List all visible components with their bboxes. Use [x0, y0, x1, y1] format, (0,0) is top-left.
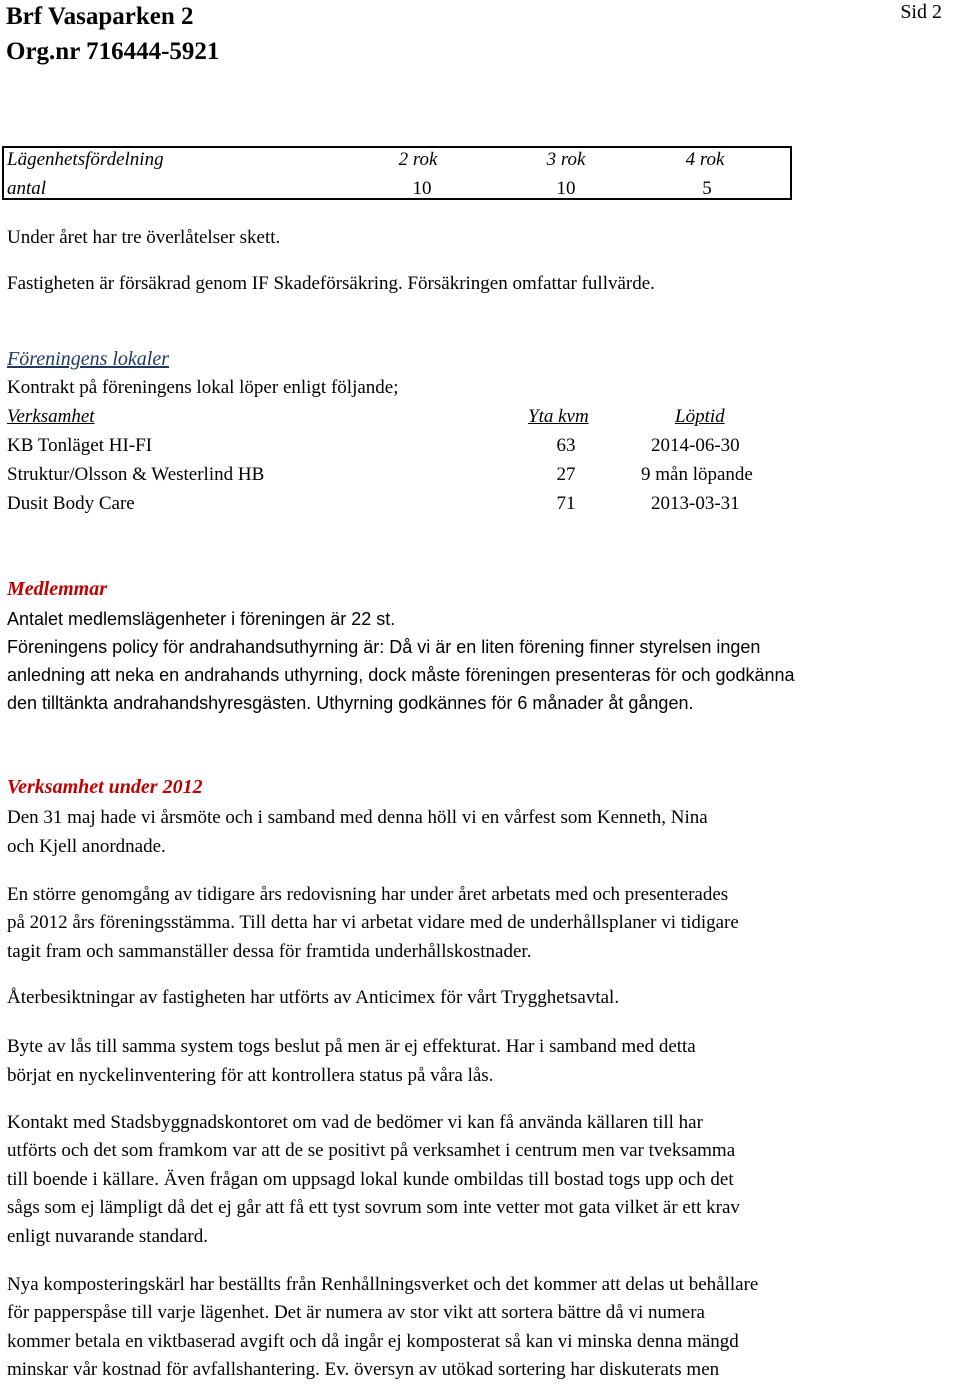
col-2rok-label: 2 rok [398, 149, 438, 170]
premises-row-area: 27 [556, 464, 576, 485]
col-3rok-label: 3 rok [546, 149, 586, 170]
activities-p5-line: utförts och det som framkom var att de se positivt på verksamhet i centrum men var tveksamma [7, 1140, 736, 1161]
count-4rok: 5 [702, 178, 712, 199]
members-heading: Medlemmar [7, 578, 107, 600]
transfers-text: Under året har tre överlåtelser skett. [7, 227, 281, 248]
premises-row-area: 63 [556, 435, 576, 456]
premises-row-term: 2014-06-30 [651, 435, 740, 456]
activities-heading: Verksamhet under 2012 [7, 776, 203, 798]
premises-intro: Kontrakt på föreningens lokal löper enligt följande; [7, 377, 399, 398]
activities-p2-line: tagit fram och sammanställer dessa för framtida underhållskostnader. [7, 941, 532, 962]
premises-row-area: 71 [556, 493, 576, 514]
activities-p2-line: på 2012 års föreningsstämma. Till detta har vi arbetat vidare med de underhållsplaner vi tidigare [7, 912, 739, 933]
members-line: anledning att neka en andrahands uthyrning, dock måste föreningen presenteras för och godkänna [7, 665, 795, 685]
org-number: Org.nr 716444-5921 [6, 38, 220, 65]
activities-p6-line: för papperspåse till varje lägenhet. Det är numera av stor vikt att sortera bättre då vi numera [7, 1302, 705, 1323]
activities-p1-line: Den 31 maj hade vi årsmöte och i samband med denna höll vi en vårfest som Kenneth, Nina [7, 807, 708, 828]
premises-row-term: 2013-03-31 [651, 493, 740, 514]
members-line: den tilltänkta andrahandshyresgästen. Uthyrning godkännes för 6 månader åt gången. [7, 693, 694, 713]
count-2rok: 10 [412, 178, 432, 199]
members-line: Föreningens policy för andrahandsuthyrning är: Då vi är en liten förening finner styrelsen ingen [7, 637, 761, 657]
association-name: Brf Vasaparken 2 [6, 3, 194, 30]
apartment-row-label: antal [7, 178, 47, 199]
activities-p5-line: sågs som ej lämpligt då det ej går att få ett tyst sovrum som inte vetter mot gata vilket är ett krav [7, 1197, 740, 1218]
col-4rok-label: 4 rok [685, 149, 725, 170]
activities-p4-line: börjat en nyckelinventering för att kontrollera status på våra lås. [7, 1065, 494, 1086]
count-3rok: 10 [556, 178, 576, 199]
premises-col-term: Löptid [675, 406, 725, 427]
apartment-table-title: Lägenhetsfördelning [7, 149, 164, 170]
activities-p6-line: Nya komposteringskärl har beställts från Renhållningsverket och det kommer att delas ut behållare [7, 1274, 759, 1295]
activities-p5-line: Kontakt med Stadsbyggnadskontoret om vad de bedömer vi kan få använda källaren till har [7, 1112, 703, 1133]
activities-p3-line: Återbesiktningar av fastigheten har utförts av Anticimex för vårt Trygghetsavtal. [7, 987, 620, 1008]
premises-row-business: KB Tonläget HI-FI [7, 435, 153, 456]
insurance-text: Fastigheten är försäkrad genom IF Skadeförsäkring. Försäkringen omfattar fullvärde. [7, 273, 655, 294]
page-number: Sid 2 [900, 1, 942, 23]
activities-p2-line: En större genomgång av tidigare års redovisning har under året arbetats med och presenterades [7, 884, 729, 905]
activities-p5-line: till boende i källare. Även frågan om uppsagd lokal kunde ombildas till bostad togs upp och det [7, 1169, 734, 1190]
activities-p6-line: minskar vår kostnad för avfallshantering. Ev. översyn av utökad sortering har diskuterats men [7, 1359, 720, 1380]
premises-col-business: Verksamhet [7, 406, 95, 427]
premises-row-business: Dusit Body Care [7, 493, 135, 514]
premises-row-business: Struktur/Olsson & Westerlind HB [7, 464, 265, 485]
premises-row-term: 9 mån löpande [641, 464, 753, 485]
members-line: Antalet medlemslägenheter i föreningen är 22 st. [7, 609, 396, 629]
activities-p1-line: och Kjell anordnade. [7, 836, 166, 857]
activities-p6-line: kommer betala en viktbaserad avgift och då ingår ej komposterat så kan vi minska denna mängd [7, 1331, 739, 1352]
activities-p5-line: enligt nuvarande standard. [7, 1226, 209, 1247]
premises-col-area: Yta kvm [528, 406, 589, 427]
activities-p4-line: Byte av lås till samma system togs beslut på men är ej effekturat. Har i samband med detta [7, 1036, 696, 1057]
premises-heading: Föreningens lokaler [7, 348, 170, 370]
